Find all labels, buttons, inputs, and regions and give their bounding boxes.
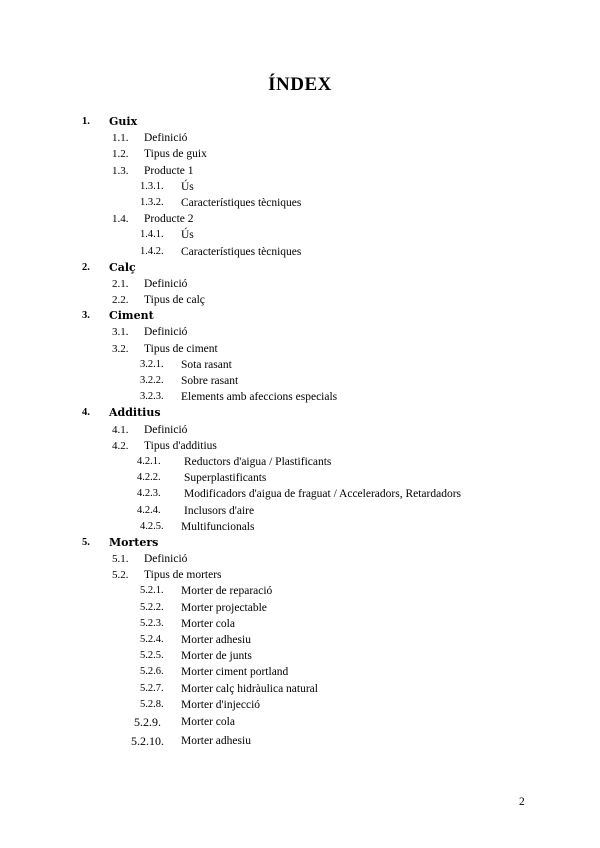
toc-entry-title: Guix — [109, 115, 138, 128]
toc-entry-number: 4.1. — [112, 423, 129, 436]
toc-entry[interactable] — [0, 732, 600, 751]
toc-entry[interactable] — [0, 681, 600, 697]
toc-entry[interactable] — [0, 454, 600, 470]
toc-entry-title: Tipus de morters — [144, 569, 222, 582]
toc-entry[interactable] — [0, 648, 600, 664]
toc-entry-title: Superplastificants — [184, 472, 267, 485]
toc-entry-number: 2.2. — [112, 294, 129, 307]
toc-entry-title: Característiques tècniques — [181, 196, 302, 209]
toc-entry-number: 5.2.9. — [134, 714, 161, 729]
toc-entry[interactable] — [0, 179, 600, 195]
toc-entry-number: 5.2.4. — [140, 634, 164, 645]
toc-entry[interactable] — [0, 600, 600, 616]
toc-entry-title: Tipus de guix — [144, 148, 207, 161]
toc-entry[interactable] — [0, 438, 600, 454]
toc-entry[interactable] — [0, 519, 600, 535]
toc-entry-title: Morter projectable — [181, 601, 267, 614]
toc-entry-number: 1.2. — [112, 148, 129, 161]
toc-entry[interactable] — [0, 163, 600, 179]
toc-entry[interactable] — [0, 616, 600, 632]
toc-entry-title: Morter cola — [181, 617, 235, 630]
toc-entry-title: Característiques tècniques — [181, 245, 302, 258]
toc-entry-number: 5.2.3. — [140, 617, 164, 629]
toc-entry-title: Morter de reparació — [181, 585, 273, 598]
toc-entry[interactable] — [0, 664, 600, 680]
toc-entry-title: Additius — [109, 406, 161, 420]
toc-entry-title: Ús — [181, 229, 194, 242]
toc-entry-title: Definició — [144, 553, 188, 566]
toc-entry-title: Morter d'injecció — [181, 698, 261, 711]
toc-entry-title: Ús — [181, 180, 194, 193]
toc-entry-title: Morter calç hidràulica natural — [181, 682, 318, 695]
toc-entry[interactable] — [0, 551, 600, 567]
toc-entry-number: 4.2.2. — [137, 472, 161, 484]
toc-entry-number: 1.1. — [112, 132, 129, 145]
toc-entry[interactable] — [0, 535, 600, 551]
toc-entry-number: 5.2.1. — [140, 585, 164, 597]
toc-entry-number: 3.1. — [112, 326, 129, 339]
toc-entry-title: Morters — [109, 535, 159, 549]
toc-entry-title: Sota rasant — [181, 358, 232, 371]
toc-entry[interactable] — [0, 357, 600, 373]
toc-entry-number: 2. — [82, 261, 90, 273]
toc-entry-title: Elements amb afeccions especials — [181, 391, 338, 404]
toc-entry-title: Calç — [109, 260, 136, 274]
toc-entry-title: Producte 2 — [144, 213, 194, 226]
table-of-contents — [0, 114, 600, 751]
toc-entry[interactable] — [0, 211, 600, 227]
toc-entry[interactable] — [0, 276, 600, 292]
toc-entry[interactable] — [0, 389, 600, 405]
toc-entry[interactable] — [0, 146, 600, 162]
toc-entry-title: Definició — [144, 326, 188, 339]
toc-entry[interactable] — [0, 130, 600, 146]
page-number: 2 — [519, 796, 525, 808]
toc-entry-number: 1.4.2. — [140, 245, 164, 257]
toc-entry-number: 4.2.1. — [137, 455, 161, 467]
toc-entry-title: Producte 1 — [144, 164, 194, 177]
toc-entry-number: 3. — [82, 310, 90, 322]
toc-entry-title: Multifuncionals — [181, 520, 255, 533]
toc-entry[interactable] — [0, 308, 600, 324]
toc-entry[interactable] — [0, 470, 600, 486]
toc-entry-number: 1. — [82, 116, 90, 127]
toc-entry-title: Tipus de ciment — [144, 342, 218, 355]
toc-entry-number: 5.2.10. — [131, 733, 164, 748]
toc-entry[interactable] — [0, 260, 600, 276]
toc-entry[interactable] — [0, 697, 600, 713]
toc-entry-number: 5.2. — [112, 569, 129, 582]
toc-entry[interactable] — [0, 632, 600, 648]
toc-entry[interactable] — [0, 503, 600, 519]
toc-entry[interactable] — [0, 195, 600, 211]
toc-entry[interactable] — [0, 227, 600, 243]
toc-entry-title: Definició — [144, 423, 188, 436]
toc-entry-number: 1.4.1. — [140, 229, 164, 241]
toc-entry-number: 4.2.4. — [137, 504, 161, 516]
toc-entry[interactable] — [0, 422, 600, 438]
toc-entry-title: Morter adhesiu — [181, 634, 251, 646]
toc-entry-title: Inclusors d'aire — [184, 504, 255, 517]
toc-entry-number: 5.2.2. — [140, 601, 164, 613]
toc-entry-number: 4. — [82, 407, 90, 419]
toc-entry-number: 4.2.3. — [137, 488, 161, 500]
toc-entry-number: 3.2. — [112, 342, 129, 355]
page-title: ÍNDEX — [268, 74, 332, 95]
toc-entry-number: 5. — [82, 536, 90, 548]
toc-entry-number: 1.3. — [112, 164, 129, 177]
toc-entry[interactable] — [0, 341, 600, 357]
toc-entry-title: Ciment — [109, 309, 154, 323]
toc-entry-number: 5.2.5. — [140, 650, 164, 662]
toc-entry-number: 5.2.6. — [140, 666, 164, 678]
toc-entry-title: Morter de junts — [181, 650, 252, 663]
toc-entry[interactable] — [0, 244, 600, 260]
toc-entry-title: Modificadors d'aigua de fraguat / Acceleradors, Retardadors — [184, 488, 462, 501]
toc-entry-title: Morter adhesiu — [181, 734, 251, 747]
toc-entry-number: 4.2. — [112, 439, 129, 452]
toc-entry[interactable] — [0, 583, 600, 599]
toc-entry-title: Tipus d'additius — [144, 439, 217, 452]
toc-entry[interactable] — [0, 486, 600, 502]
toc-entry[interactable] — [0, 405, 600, 421]
toc-entry[interactable] — [0, 114, 600, 130]
toc-entry-number: 5.2.7. — [140, 682, 164, 694]
toc-entry-number: 1.3.2. — [140, 196, 164, 208]
toc-entry-title: Tipus de calç — [144, 294, 205, 307]
toc-entry[interactable] — [0, 567, 600, 583]
toc-entry-title: Definició — [144, 277, 188, 290]
toc-entry[interactable] — [0, 713, 600, 732]
toc-entry[interactable] — [0, 292, 600, 308]
toc-entry-title: Definició — [144, 132, 188, 145]
toc-entry-title: Reductors d'aigua / Plastificants — [184, 455, 332, 468]
toc-entry-title: Morter ciment portland — [181, 666, 289, 679]
toc-entry-title: Morter cola — [181, 715, 235, 728]
toc-entry-number: 3.2.1. — [140, 358, 164, 370]
toc-entry-number: 5.2.8. — [140, 698, 164, 710]
toc-entry-number: 3.2.3. — [140, 391, 164, 403]
toc-entry-number: 5.1. — [112, 553, 129, 566]
toc-entry-number: 1.3.1. — [140, 180, 164, 192]
toc-entry-number: 2.1. — [112, 277, 129, 290]
toc-entry[interactable] — [0, 324, 600, 340]
toc-entry-number: 3.2.2. — [140, 375, 164, 386]
toc-entry-title: Sobre rasant — [181, 375, 239, 387]
toc-entry-number: 1.4. — [112, 213, 129, 226]
toc-entry[interactable] — [0, 373, 600, 389]
toc-entry-number: 4.2.5. — [140, 520, 164, 532]
